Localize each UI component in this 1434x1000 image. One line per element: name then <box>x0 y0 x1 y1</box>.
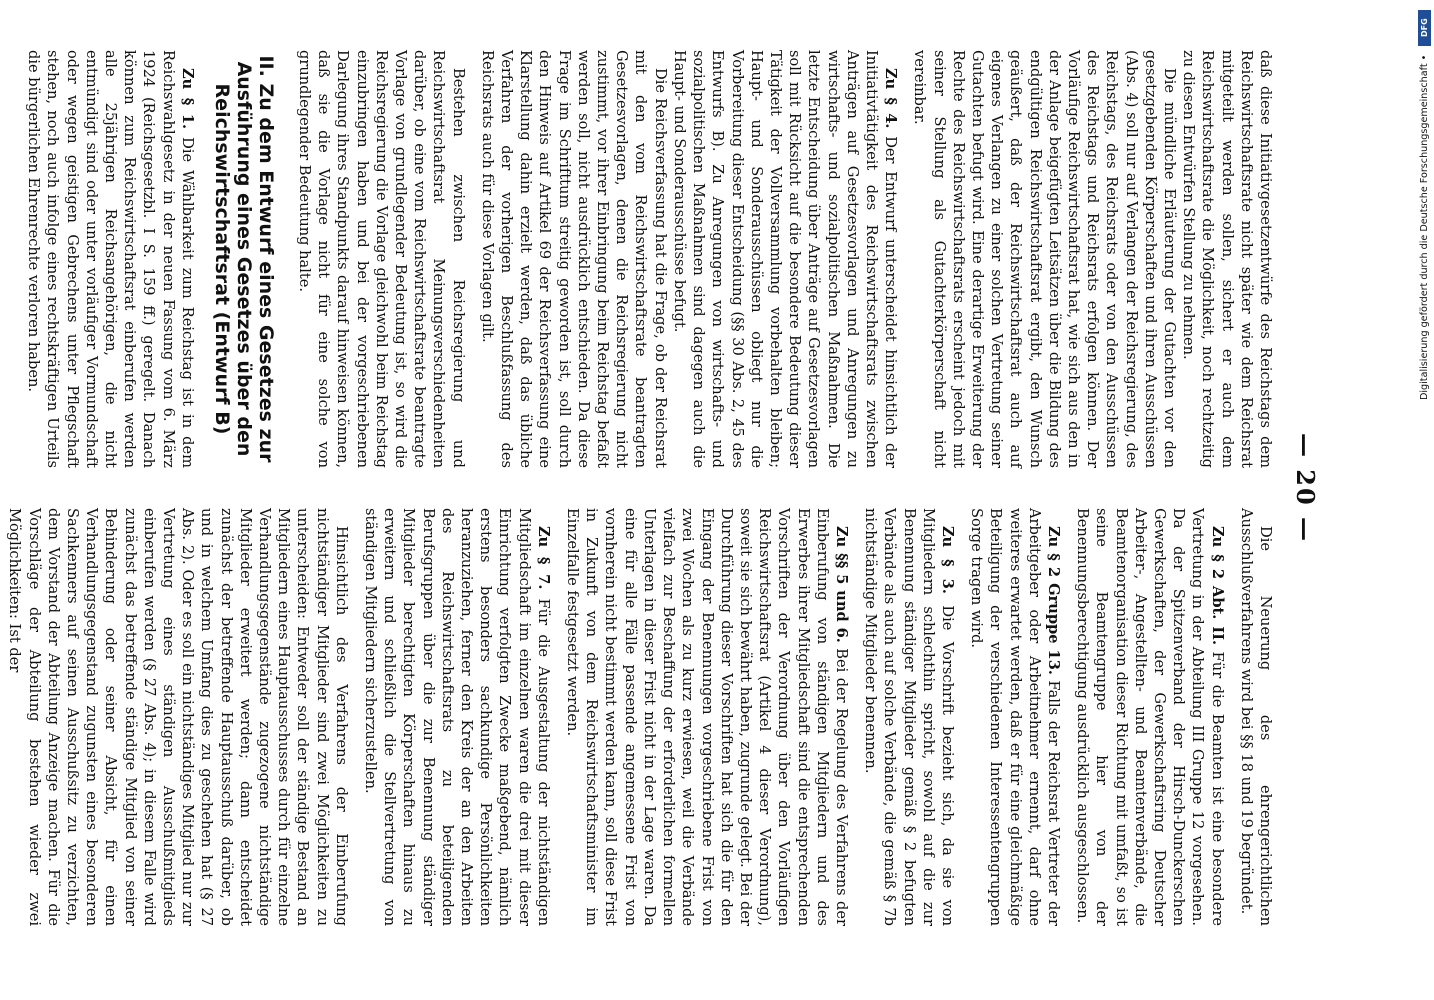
paragraph-text: Bestehen zwischen Reichsregierung und Reichswirtschaftsrat Meinungsverschiedenheiten darüber, ob eine vom Reichswirtschaftsrate beantragte Vorlage von grundlegender Bedeutung ist, so wird die Reichsregierung die Vorlage gleichwohl beim Reichstag einzubringen haben und bei der vorgeschriebenen Darlegung ihres Standpunkts darauf hinweisen können, daß sie die Vorlage nicht für eine solche von grundlegender Bedeutung halte. <box>296 50 467 468</box>
right-column <box>5 508 1275 926</box>
paragraph-text: Die Vorschrift bezieht sich, da sie von Mitgliedern schlechthin spricht, sowohl auf die zur Benennung ständiger Mitglieder gemäß § 2 befugten Verbände als auch auf solche Verbände, die gemäß § 7b nichtständige Mitglieder benennen. <box>862 508 956 927</box>
paragraph-lead: Zu §§ 5 und 6. <box>832 526 850 643</box>
paragraph-lead: Zu § 2 Gruppe 13. <box>1044 526 1062 675</box>
paragraph-lead: Zu § 3. <box>938 526 956 594</box>
dfg-logo: DFG <box>1418 10 1431 46</box>
paragraph-lead: Zu § 7. <box>534 526 552 590</box>
paragraph-text: Die Wählbarkeit zum Reichstag ist in dem Reichswahlgesetz in der neuen Fassung vom 6. März 1924 (Reichsgesetzbl. I S. 159 ff.) geregelt. Danach können zum Reichswirtschaftsrat einberufen werden alle 25jährigen Reichsangehörigen, die nicht entmündigt sind oder unter vorläufiger Vormundschaft oder wegen geistigen Gebrechens unter Pflegschaft stehen, noch auch infolge eines rechtskräftigen Urteils die bürgerlichen Ehrenrechte verloren haben. <box>25 50 196 468</box>
paragraph <box>563 508 851 926</box>
paragraph <box>361 508 553 926</box>
paragraph <box>910 50 1179 468</box>
paragraph-text: Hinsichtlich des Verfahrens der Einberufung nichtständiger Mitglieder sind zwei Möglichkeiten zu unterscheiden: Entweder soll der ständige Bestand an Mitgliedern eines Hauptausschusses durch für einzelne Verhandlungsgegenstände zugezogene nichtständige Mitglieder erweitert werden; dann entscheidet zunächst der betreffende Hauptausschuß darüber, ob und in welchem Umfang dies zu geschehen hat (§ 27 Abs. 2). Oder es soll ein nichtständiges Mitglied nur zur Vertretung eines ständigen Ausschußmitglieds einberufen werden (§ 27 Abs. 4); in diesem Falle wird zunächst das betreffende ständige Mitglied von seiner Behinderung oder seiner Absicht, für einen Verhandlungsgegenstand zugunsten eines besonderen Sachkenners auf seinen Ausschußsitz zu verzichten, dem Vorstand der Abteilung Anzeige machen. Für die Vorschläge der Abteilung bestehen wieder zwei Möglichkeiten: Ist der <box>6 508 350 926</box>
paragraph <box>478 50 670 468</box>
paragraph <box>967 508 1063 926</box>
paragraph-lead: Zu § 2 Abt. II. <box>1208 526 1226 646</box>
paragraph-lead: Zu § 4. <box>882 68 900 129</box>
paragraph-text: Der Entwurf unterscheidet hinsichtlich der Initiativtätigkeit des Reichswirtschaftsrats zwischen Anträgen auf Gesetzesvorlagen und Anregungen zu wirtschafts- und sozialpolitischen Maßnahmen. Die letzte Entscheidung über Anträge auf Gesetzesvorlagen soll mit Rücksicht auf die besondere Bedeutung dieser Tätigkeit der Vollversammlung vorbehalten bleiben; Haupt- und Sonderausschüssen obliegt nur die Vorbereitung dieser Entscheidung (§§ 30 Abs. 2, 45 des Entwurfs B). Zu Anregungen von wirtschafts- und sozialpolitischen Maßnahmen sind dagegen auch die Haupt- und Sonderausschüsse befugt. <box>670 50 900 468</box>
paragraph <box>1073 508 1227 926</box>
paragraph-text: daß diese Initiativgesetzentwürfe des Reichstags dem Reichswirtschaftsrate nicht später wie dem Reichsrat mitgeteilt werden sollen, sichert er auch dem Reichswirtschaftsrate die Möglichkeit, noch rechtzeitig zu diesen Entwürfen Stellung zu nehmen. <box>1180 50 1274 468</box>
digitization-credit <box>1418 10 1432 1000</box>
paragraph <box>670 50 900 468</box>
left-column <box>24 50 1275 468</box>
paragraph <box>24 50 197 468</box>
paragraph <box>1179 50 1275 468</box>
paragraph <box>861 508 957 926</box>
paragraph-text: Für die Beamten ist eine besondere Vertretung in der Abteilung III Gruppe 12 vorgesehen. Da der Spitzenverband der Hirsch-Dunckerschen Gewerkschaften, der Gewerkschaftsring Deutscher Arbeiter-, Angestellten- und Beamtenverbände, die Beamtenorganisation dieser Richtung mit umfaßt, so ist seine Beamtengruppe hier von der Benennungsberechtigung ausdrücklich ausgeschlossen. <box>1074 508 1226 926</box>
paragraph-lead: Zu § 1. <box>178 68 196 130</box>
paragraph <box>5 508 351 926</box>
paragraph-text: Die mündliche Erläuterung der Gutachten vor den gesetzgebenden Körperschaften und ihren Ausschüssen (Abs. 4) soll nur auf Verlangen der Reichsregierung, des Reichstags, des Reichsrats oder von den Ausschüssen des Reichstags und Reichsrats erfolgen können. Der Vorläufige Reichswirtschaftsrat hat, wie sich aus den in der Anlage beigefügten Leitsätzen über die Bildung des endgültigen Reichswirtschaftsrat ergibt, den Wunsch geäußert, daß der Reichswirtschaftsrat auch auf eigenes Verlangen zu einer solchen Vertretung seiner Gutachten befugt wird. Eine derartige Erweiterung der Rechte des Reichswirtschaftsrats erscheint jedoch mit seiner Stellung als Gutachterkörperschaft nicht vereinbar. <box>911 50 1178 468</box>
paragraph <box>1237 508 1275 926</box>
paragraph-text: Bei der Regelung des Verfahrens der Einberufung von ständigen Mitgliedern und des Erwerbes ihrer Mitgliedschaft sind die entsprechenden Vorschriften der Verordnung über den Vorläufigen Reichswirtschaftsrat (Artikel 4 dieser Verordnung), soweit sie sich bewährt haben, zugrunde gelegt. Bei der Durchführung dieser Vorschriften hat sich die für den Eingang der Benennungen vorgeschriebene Frist von zwei Wochen als zu kurz erwiesen, weil die Verbände vielfach zur Beschaffung der erforderlichen formellen Unterlagen in dieser Frist nicht in der Lage waren. Da eine für alle Fälle passende angemessene Frist von vornherein nicht bestimmt werden kann, soll diese Frist in Zukunft von dem Reichswirtschaftsminister im Einzelfalle festgesetzt werden. <box>564 508 850 926</box>
credit-text: Digitalisierung gefördert durch die Deutsche Forschungsgemeinschaft • <box>1419 54 1430 400</box>
section-heading: II. Zu dem Entwurf eines Gesetzes zur Ausführung eines Gesetzes über den Reichswirtschaftsrat (Entwurf B) <box>210 55 277 463</box>
page-number: — 20 — <box>1291 432 1320 544</box>
paragraph-text: Die Reichsverfassung hat die Frage, ob der Reichsrat mit den vom Reichswirtschaftsrate beantragten Gesetzesvorlagen, denen die Reichsregierung nicht zustimmt, vor ihrer Einbringung beim Reichstag befaßt werden soll, nicht ausdrücklich entschieden. Da diese Frage im Schrifttum streitig geworden ist, soll durch den Hinweis auf Artikel 69 der Reichsverfassung eine Klarstellung dahin erzielt werden, daß das übliche Verfahren der vorherigen Beschlußfassung des Reichsrats auch für diese Vorlagen gilt. <box>478 50 669 468</box>
scanned-page <box>6 50 1355 927</box>
paragraph-text: Die Neuerung des ehrengerichtlichen Ausschlußverfahrens wird bei §§ 18 und 19 begründet. <box>1237 508 1274 926</box>
paragraph-text: Falls der Reichsrat Vertreter der Arbeitgeber oder Arbeitnehmer ernennt, darf ohne weiteres erwartet werden, daß er für eine gleichmäßige Beteiligung der verschiedenen Interessentengruppen Sorge tragen wird. <box>968 508 1062 926</box>
paragraph-text: Für die Ausgestaltung der nichtständigen Mitgliedschaft im einzelnen waren die drei mit dieser Einrichtung verfolgten Zwecke maßgebend, nämlich erstens besonders sachkundige Persönlichkeiten heranzuziehen, ferner den Kreis der an den Arbeiten des Reichswirtschaftsrats zu beteiligenden Berufsgruppen über die zur Benennung ständiger Mitglieder berechtigten Körperschaften hinaus zu erweitern und schließlich die Stellvertretung von ständigen Mitgliedern sicherzustellen. <box>362 508 552 926</box>
paragraph <box>295 50 468 468</box>
